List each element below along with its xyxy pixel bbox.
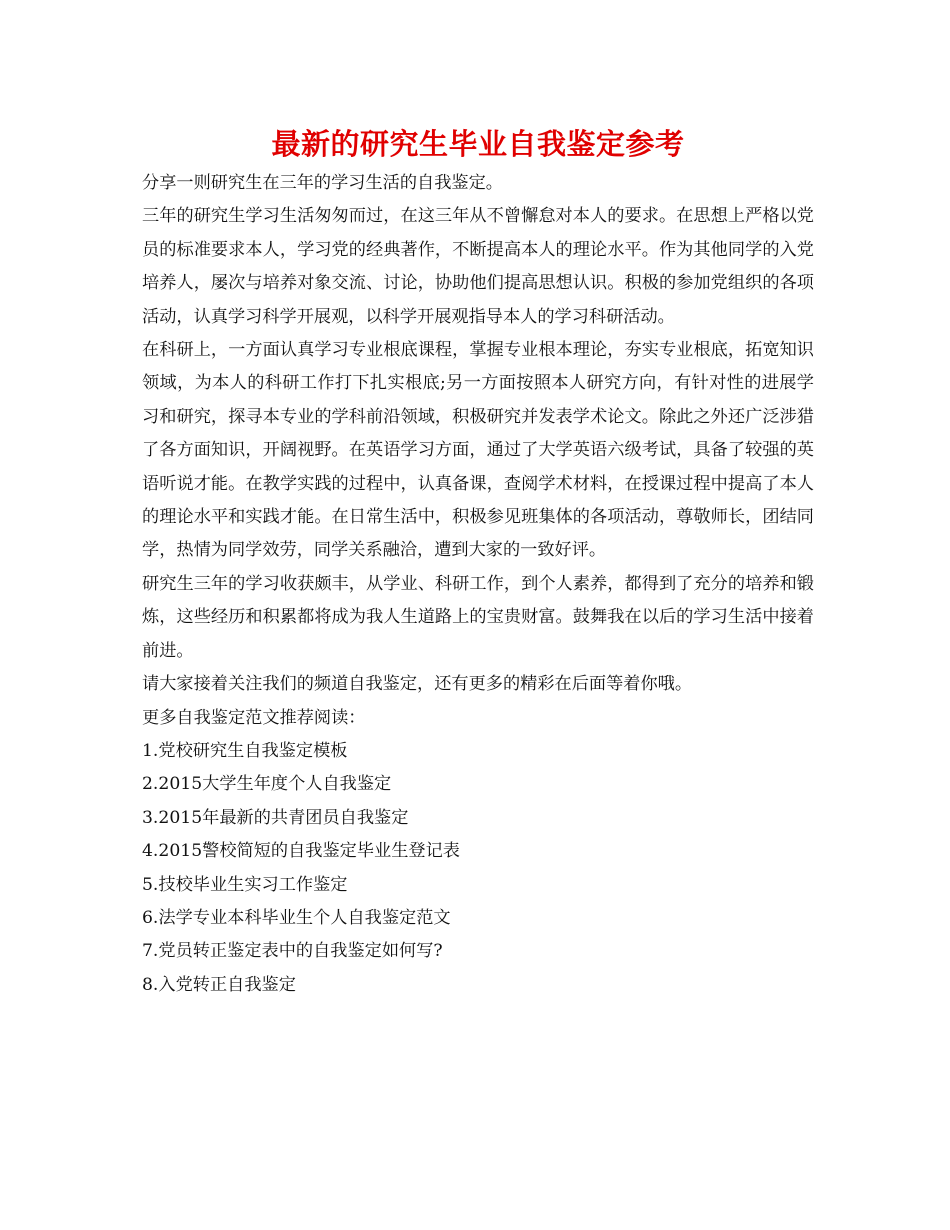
- list-item: 7.党员转正鉴定表中的自我鉴定如何写?: [142, 941, 443, 962]
- list-item: 3.2015年最新的共青团员自我鉴定: [142, 807, 409, 828]
- list-item: 2.2015大学生年度个人自我鉴定: [142, 774, 392, 795]
- document-title: 最新的研究生毕业自我鉴定参考: [271, 127, 685, 161]
- body-paragraph-ideology: 三年的研究生学习生活匆匆而过，在这三年从不曾懈怠对本人的要求。在思想上严格以党员的标准要求本人，学习党的经典著作，不断提高本人的理论水平。作为其他同学的入党培养人，屡次与培养对象交流、讨论，协助他们提高思想认识。积极的参加党组织的各项活动，认真学习科学开展观，以科学开展观指导本人的学习科研活动。: [142, 206, 814, 327]
- list-item: 4.2015警校简短的自我鉴定毕业生登记表: [142, 841, 460, 862]
- recommended-heading: 更多自我鉴定范文推荐阅读：: [142, 707, 366, 728]
- body-paragraph-summary: 研究生三年的学习收获颇丰，从学业、科研工作，到个人素养，都得到了充分的培养和锻炼，这些经历和积累都将成为我人生道路上的宝贵财富。鼓舞我在以后的学习生活中接着前进。: [142, 573, 814, 661]
- list-item: 6.法学专业本科毕业生个人自我鉴定范文: [142, 907, 451, 928]
- list-item: 5.技校毕业生实习工作鉴定: [142, 874, 348, 895]
- follow-channel-note: 请大家接着关注我们的频道自我鉴定，还有更多的精彩在后面等着你哦。: [142, 674, 693, 695]
- recommended-list: [142, 735, 814, 1002]
- intro-paragraph: 分享一则研究生在三年的学习生活的自我鉴定。: [142, 173, 503, 193]
- list-item: 8.入党转正自我鉴定: [142, 974, 296, 995]
- document-page: [142, 122, 814, 1002]
- body-paragraph-research: 在科研上，一方面认真学习专业根底课程，掌握专业根本理论，夯实专业根底，拓宽知识领域，为本人的科研工作打下扎实根底;另一方面按照本人研究方向，有针对性的进展学习和研究，探寻本专业的学科前沿领域，积极研究并发表学术论文。除此之外还广泛涉猎了各方面知识，开阔视野。在英语学习方面，通过了大学英语六级考试，具备了较强的英语听说才能。在教学实践的过程中，认真备课，查阅学术材料，在授课过程中提高了本人的理论水平和实践才能。在日常生活中，积极参见班集体的各项活动，尊敬师长，团结同学，热情为同学效劳，同学关系融洽，遭到大家的一致好评。: [142, 340, 814, 561]
- list-item: 1.党校研究生自我鉴定模板: [142, 740, 348, 761]
